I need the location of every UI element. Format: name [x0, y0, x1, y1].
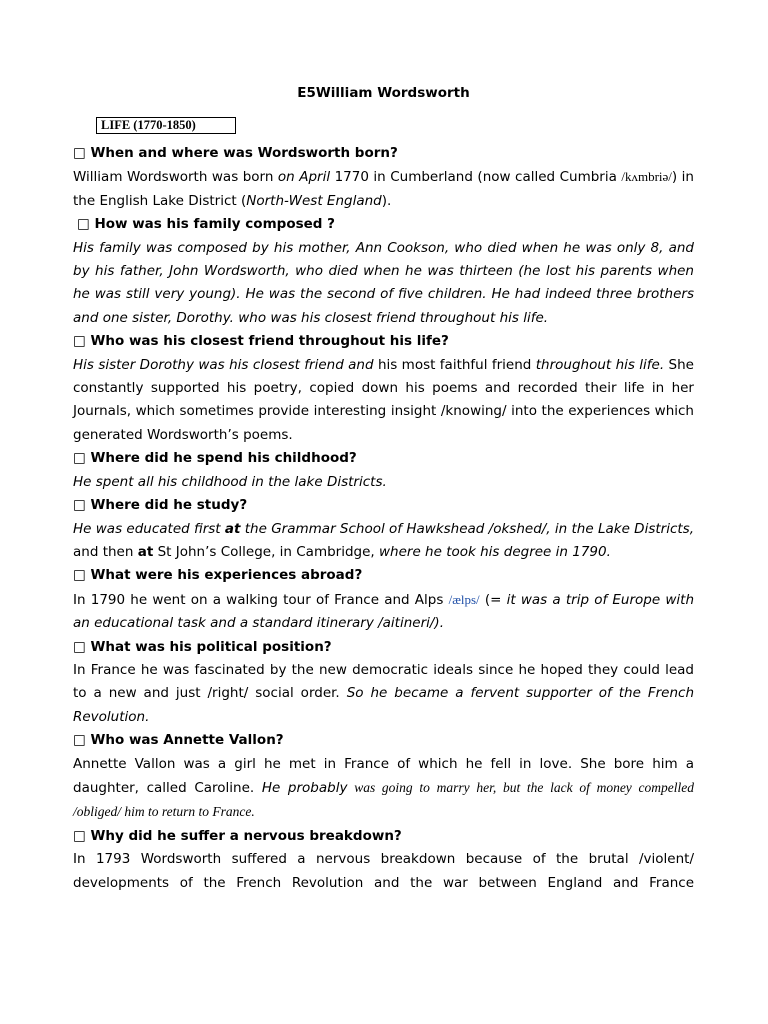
- question-text: What was his political position?: [90, 638, 332, 655]
- question-text: Where did he study?: [90, 497, 248, 514]
- document-page: [73, 84, 694, 895]
- answer-text-italic: throughout his life.: [535, 356, 665, 373]
- question-abroad: [73, 564, 694, 587]
- answer-text-italic: where he took his degree in 1790.: [379, 543, 611, 560]
- answer-text: William Wordsworth was born: [73, 169, 278, 186]
- question-text: Who was Annette Vallon?: [90, 732, 284, 749]
- answer-text: 1770 in Cumberland (now called Cumbria: [330, 169, 622, 186]
- checkbox-icon: □: [73, 732, 86, 749]
- question-text: Why did he suffer a nervous breakdown?: [90, 827, 402, 844]
- question-study: [73, 494, 694, 517]
- question-friend: [73, 330, 694, 353]
- answer-text: Annette Vallon was a girl he met in France of which he fell in love. She bore him a daughter, called Caroline.: [73, 755, 694, 796]
- question-text: When and where was Wordsworth born?: [90, 145, 398, 161]
- checkbox-icon: □: [73, 333, 86, 350]
- answer-text-italic: on April: [277, 169, 331, 186]
- question-text: How was his family composed ?: [94, 216, 335, 233]
- answer-text: St John’s College, in Cambridge,: [153, 543, 379, 560]
- answer-text-italic: North-West England: [246, 192, 382, 209]
- life-box: LIFE (1770-1850): [96, 117, 236, 134]
- checkbox-icon: □: [73, 450, 86, 467]
- answer-text: In France he was fascinated by the new democratic ideals since he hoped they could lead to a new and just /right/ social order.: [73, 661, 694, 702]
- checkbox-icon: □: [73, 827, 86, 844]
- answer-text-italic: His family was composed by his mother, Ann Cookson, who died when he was only 8, and by his father, John Wordsworth, who died when he was thirteen (he lost his parents when he was still very young). He was the second of five children. He had indeed three brothers and one sister, Dorothy. who was his closest friend throughout his life.: [73, 239, 694, 326]
- answer-text-italic: So he became a fervent supporter of the French Revolution.: [73, 685, 694, 725]
- answer-text-serif: was going to marry her, but the lack of money compelled /obliged/ him to return to France.: [73, 779, 695, 820]
- question-childhood: [73, 447, 694, 470]
- question-annette: [73, 729, 694, 752]
- answer-text: and then: [73, 543, 138, 560]
- checkbox-icon: □: [73, 145, 86, 161]
- question-born: [73, 142, 694, 165]
- checkbox-icon: □: [73, 638, 86, 655]
- phonetic-text: /ælps/: [448, 591, 480, 607]
- answer-text-italic: He probably: [261, 779, 348, 796]
- answer-text-italic: it was a trip of Europe with an educational task and a standard itinerary /aitineri/).: [73, 591, 694, 632]
- document-title: E5William Wordsworth: [297, 85, 470, 101]
- answer-text-italic: He was educated first: [73, 520, 225, 537]
- answer-study: [73, 518, 694, 565]
- checkbox-icon: □: [73, 497, 86, 514]
- answer-text: ) in the English Lake District (: [73, 169, 694, 209]
- answer-annette: [73, 753, 694, 825]
- answer-friend: [73, 354, 694, 448]
- answer-abroad: [73, 588, 694, 636]
- question-text: What were his experiences abroad?: [90, 567, 363, 584]
- answer-text-italic: His sister Dorothy was his closest friend and: [73, 356, 374, 373]
- answer-childhood: [73, 471, 694, 494]
- answer-family: [73, 237, 694, 331]
- answer-text-italic: the Grammar School of Hawkshead /okshed/, in the Lake Districts,: [240, 520, 694, 537]
- answer-text: ).: [381, 192, 392, 209]
- question-breakdown: [73, 825, 694, 848]
- answer-text: In 1790 he went on a walking tour of France and Alps: [73, 591, 449, 608]
- answer-text: In 1793 Wordsworth suffered a nervous breakdown because of the brutal /violent/ developments of the French Revolution and the war between England and France: [73, 851, 694, 891]
- answer-text-bold: at: [224, 520, 241, 537]
- question-text: Who was his closest friend throughout his life?: [90, 333, 449, 350]
- phonetic-text: /kʌmbriə/: [621, 169, 672, 185]
- answer-text-bold: at: [137, 543, 154, 560]
- answer-breakdown: [73, 848, 694, 895]
- answer-born: [73, 165, 694, 213]
- answer-political: [73, 659, 694, 729]
- question-political: [73, 636, 694, 659]
- answer-text: (=: [479, 591, 507, 608]
- answer-text: his most faithful friend: [373, 356, 536, 373]
- checkbox-icon: □: [73, 567, 86, 584]
- answer-text: She constantly supported his poetry, copied down his poems and recorded their life in her Journals, which sometimes provide interesting insight /knowing/ into the experiences which generated Wordsworth’s poems.: [73, 356, 694, 443]
- checkbox-icon: □: [77, 216, 90, 233]
- answer-text-italic: He spent all his childhood in the lake Districts.: [73, 473, 387, 490]
- question-text: Where did he spend his childhood?: [90, 450, 357, 467]
- question-family: [73, 213, 694, 236]
